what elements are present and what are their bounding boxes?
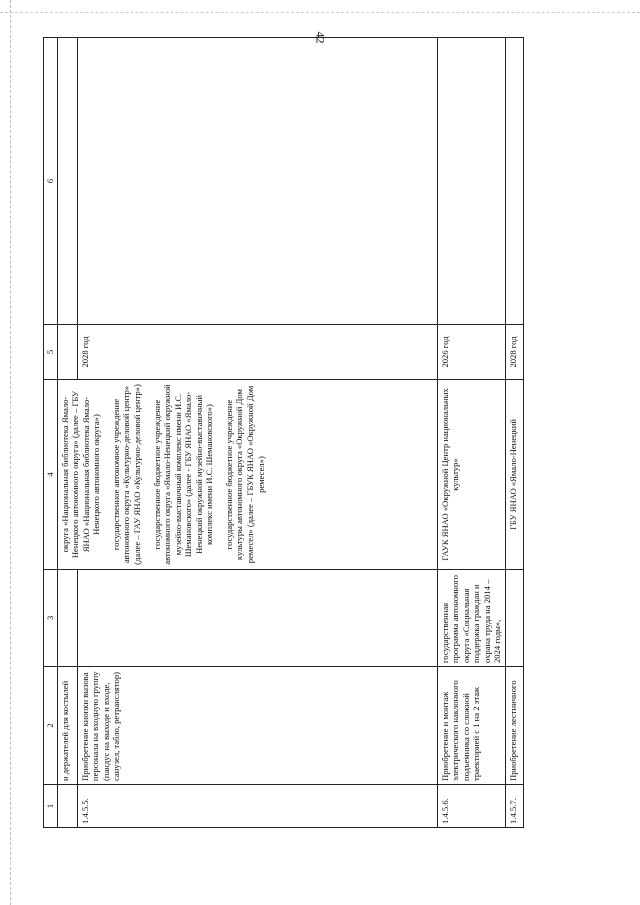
item-number: 1.4.5.6. <box>437 785 505 828</box>
item-name: и держателей для костылей <box>57 667 77 785</box>
item-organizations: ГАУК ЯНАО «Окружной Центр национальных культур» <box>437 380 505 570</box>
table-row <box>57 38 77 828</box>
page-number: 42 <box>313 31 328 44</box>
item-year: 2026 год <box>437 325 505 380</box>
table-row <box>505 38 523 828</box>
item-year: 2028 год <box>505 325 523 380</box>
measures-table <box>43 37 524 828</box>
column-number-row <box>44 38 58 828</box>
document-sheet <box>43 38 595 828</box>
organization-text: округа «Национальная библиотека Ямало-Ненецкого автономного округа» (далее – ГБУ ЯНАО «Национальная библиотека Ямало-Ненецкого автономного округа») <box>59 390 102 559</box>
item-number <box>57 785 77 828</box>
organization-text: государственное автономное учреждение автономного округа «Культурно-деловой центр» (далее – ГАУ ЯНАО «Культурно-деловой центр») <box>110 384 142 565</box>
item-note <box>57 38 77 325</box>
column-header: 1 <box>44 785 58 828</box>
column-header: 3 <box>44 570 58 667</box>
item-organizations <box>57 380 437 570</box>
item-number: 1.4.5.7. <box>505 785 523 828</box>
item-note <box>77 38 437 325</box>
item-note <box>437 38 505 325</box>
item-number: 1.4.5.5. <box>77 785 437 828</box>
item-year: 2028 год <box>77 325 437 380</box>
item-organizations: ГБУ ЯНАО «Ямало-Ненецкий <box>505 380 523 570</box>
scan-edge-line <box>0 12 640 13</box>
item-program <box>505 570 523 667</box>
column-header: 2 <box>44 667 58 785</box>
item-name: Приобретение кнопки вызова персонала на входную группу (пандус на выходе и входе, санузел, табло, ретранслятор) <box>77 667 437 785</box>
column-header: 5 <box>44 325 58 380</box>
item-year <box>57 325 77 380</box>
organization-text: государственное бюджетное учреждение автономного округа «Ямало-Ненецкий окружной музейно-выставочный комплекс имени И.С. Шемановского» (далее - ГБУ ЯНАО «Ямало-Ненецкий окружной музейно-выставочный комплекс имени И.С. Шемановского») <box>151 384 215 565</box>
item-note <box>505 38 523 325</box>
table-row <box>437 38 505 828</box>
scan-fold-line <box>10 0 11 905</box>
column-header: 6 <box>44 38 58 325</box>
item-name: Приобретение лестничного <box>505 667 523 785</box>
item-program <box>57 570 77 667</box>
organization-text: государственное бюджетное учреждение культуры автономного округа «Окружной Дом ремесел» (далее – ГБУК ЯНАО «Окружной Дом ремесел») <box>223 385 266 564</box>
item-program <box>77 570 437 667</box>
item-name: Приобретение и монтаж электрического наклонного подъемника со сложной траекторией с 1 на 2 этаж <box>437 667 505 785</box>
item-program: государственная программа автономного округа «Социальная поддержка граждан и охрана труда на 2014 – 2024 годы», <box>437 570 505 667</box>
column-header: 4 <box>44 380 58 570</box>
